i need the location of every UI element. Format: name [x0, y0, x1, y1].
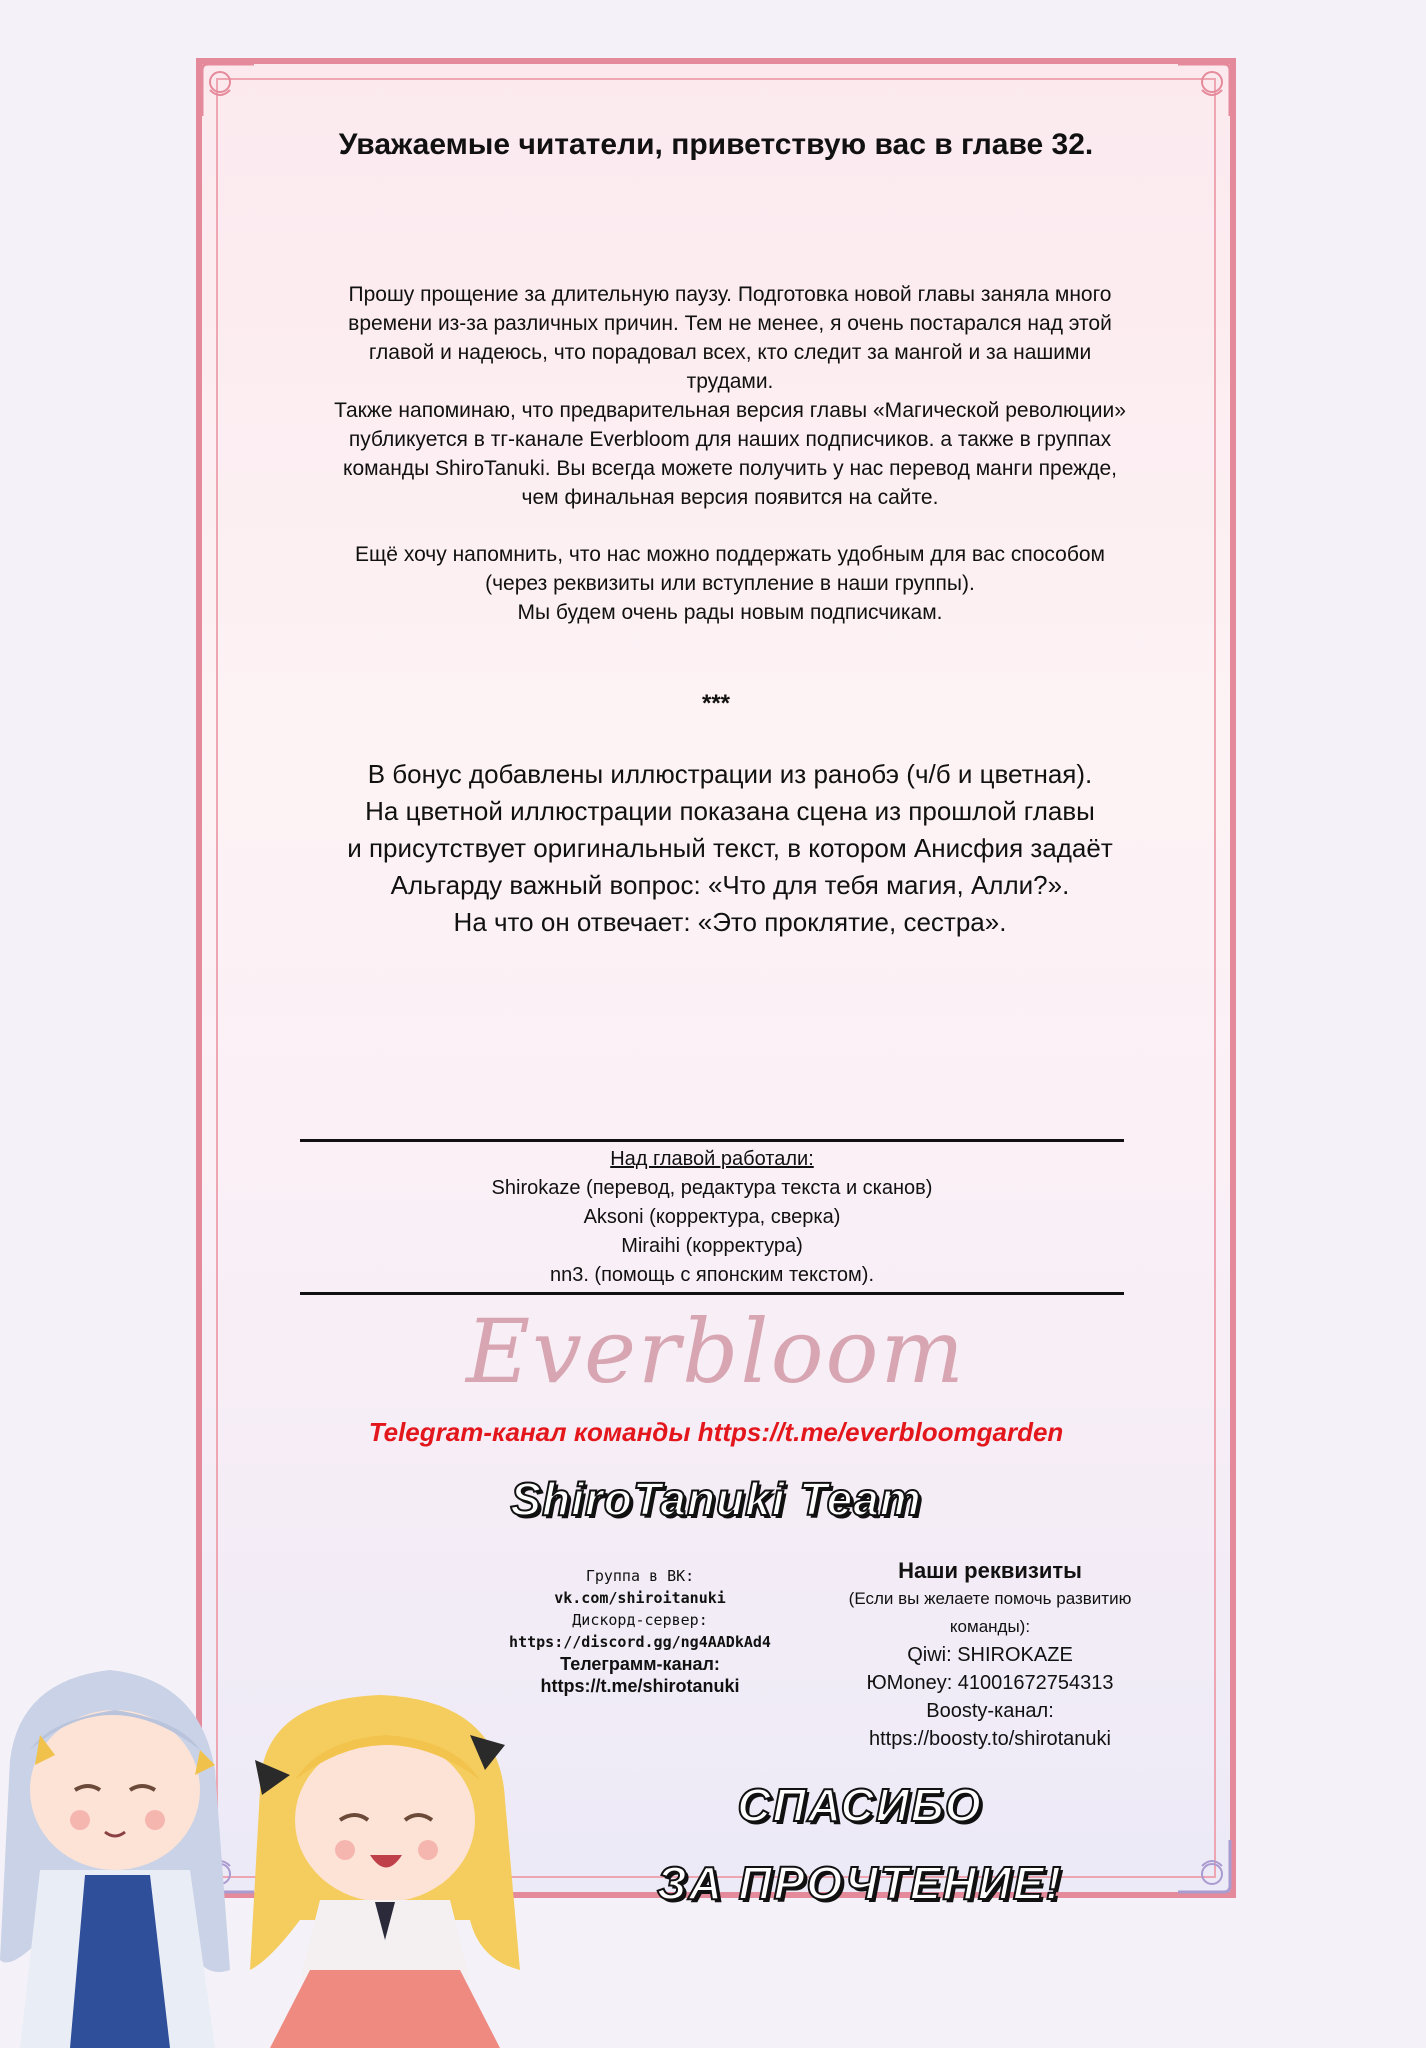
- bonus-line: На цветной иллюстрации показана сцена из прошлой главы: [365, 796, 1095, 826]
- frame-corner-ornament: [1174, 60, 1234, 120]
- requisites-subheading: (Если вы желаете помочь развитию команды):: [848, 1589, 1132, 1636]
- shirotanuki-team-logo: ShiroTanuki Team: [510, 1473, 922, 1525]
- credit-line: Miraihi (корректура): [621, 1235, 803, 1257]
- paragraph-line: команды ShiroTanuki. Вы всегда можете получить у нас перевод манги прежде,: [343, 457, 1117, 480]
- credits-heading: Над главой работали:: [610, 1148, 814, 1170]
- thanks-line-2: ЗА ПРОЧТЕНИЕ!: [657, 1857, 1063, 1909]
- paragraph-line: Ещё хочу напомнить, что нас можно поддержать удобным для вас способом: [355, 543, 1105, 566]
- bonus-paragraph: [300, 756, 1160, 941]
- boosty-label: Boosty-канал:: [926, 1700, 1054, 1722]
- discord-link[interactable]: https://discord.gg/ng4AADkAd4: [509, 1633, 771, 1651]
- discord-label: Дискорд-сервер:: [572, 1611, 708, 1629]
- paragraph-line: главой и надеюсь, что порадовал всех, кто следит за мангой и за нашими трудами.: [368, 341, 1092, 393]
- page-title: Уважаемые читатели, приветствую вас в главе 32.: [338, 128, 1094, 161]
- paragraph-line: чем финальная версия появится на сайте.: [521, 486, 939, 509]
- everbloom-logo: Everbloom: [466, 1300, 966, 1403]
- requisites-heading: Наши реквизиты: [898, 1558, 1082, 1583]
- credits-bottom-rule: [300, 1292, 1124, 1295]
- bonus-line: В бонус добавлены иллюстрации из ранобэ (ч/б и цветная).: [367, 759, 1093, 789]
- thanks-line-1: СПАСИБО: [737, 1779, 983, 1831]
- telegram-link[interactable]: https://t.me/shirotanuki: [540, 1676, 740, 1696]
- preview-paragraph: [330, 396, 1130, 512]
- silver-haired-girl-figure: [0, 1670, 230, 2048]
- bonus-line: и присутствует оригинальный текст, в котором Анисфия задаёт: [347, 833, 1113, 863]
- support-paragraph: [330, 540, 1130, 627]
- credit-line: Shirokaze (перевод, редактура текста и сканов): [491, 1177, 933, 1199]
- credit-line: nn3. (помощь с японским текстом).: [549, 1264, 875, 1286]
- credits-block: [300, 1145, 1124, 1290]
- vk-link[interactable]: vk.com/shiroitanuki: [554, 1589, 726, 1607]
- frame-corner-ornament: [1174, 1836, 1234, 1896]
- requisites-block: [820, 1557, 1160, 1753]
- paragraph-line: (через реквизиты или вступление в наши группы).: [485, 572, 975, 595]
- bonus-line: Альгарду важный вопрос: «Что для тебя магия, Алли?».: [390, 870, 1070, 900]
- paragraph-line: Мы будем очень рады новым подписчикам.: [517, 601, 943, 624]
- chibi-characters-illustration: [0, 1640, 600, 2048]
- yoomoney-line: ЮMoney: 41001672754313: [866, 1672, 1114, 1694]
- blonde-haired-girl-figure: [250, 1695, 520, 2048]
- paragraph-line: Прошу прощение за длительную паузу. Подготовка новой главы заняла много: [348, 283, 1112, 306]
- section-separator: ***: [701, 690, 731, 717]
- bonus-line: На что он отвечает: «Это проклятие, сестра».: [453, 907, 1007, 937]
- credits-top-rule: [300, 1139, 1124, 1142]
- vk-label: Группа в ВК:: [585, 1567, 695, 1585]
- frame-corner-ornament: [198, 60, 258, 120]
- telegram-label: Телеграмм-канал:: [560, 1654, 720, 1674]
- paragraph-line: публикуется в тг-канале Everbloom для наших подписчиков. а также в группах: [348, 428, 1112, 451]
- boosty-link[interactable]: https://boosty.to/shirotanuki: [869, 1728, 1111, 1750]
- telegram-channel-link[interactable]: Telegram-канал команды https://t.me/everbloomgarden: [368, 1417, 1064, 1447]
- credit-line: Aksoni (корректура, сверка): [583, 1206, 841, 1228]
- paragraph-line: Также напоминаю, что предварительная версия главы «Магической революции»: [334, 399, 1126, 422]
- paragraph-line: времени из-за различных причин. Тем не менее, я очень постарался над этой: [348, 312, 1112, 335]
- apology-paragraph: [330, 280, 1130, 396]
- qiwi-line: Qiwi: SHIROKAZE: [907, 1644, 1073, 1666]
